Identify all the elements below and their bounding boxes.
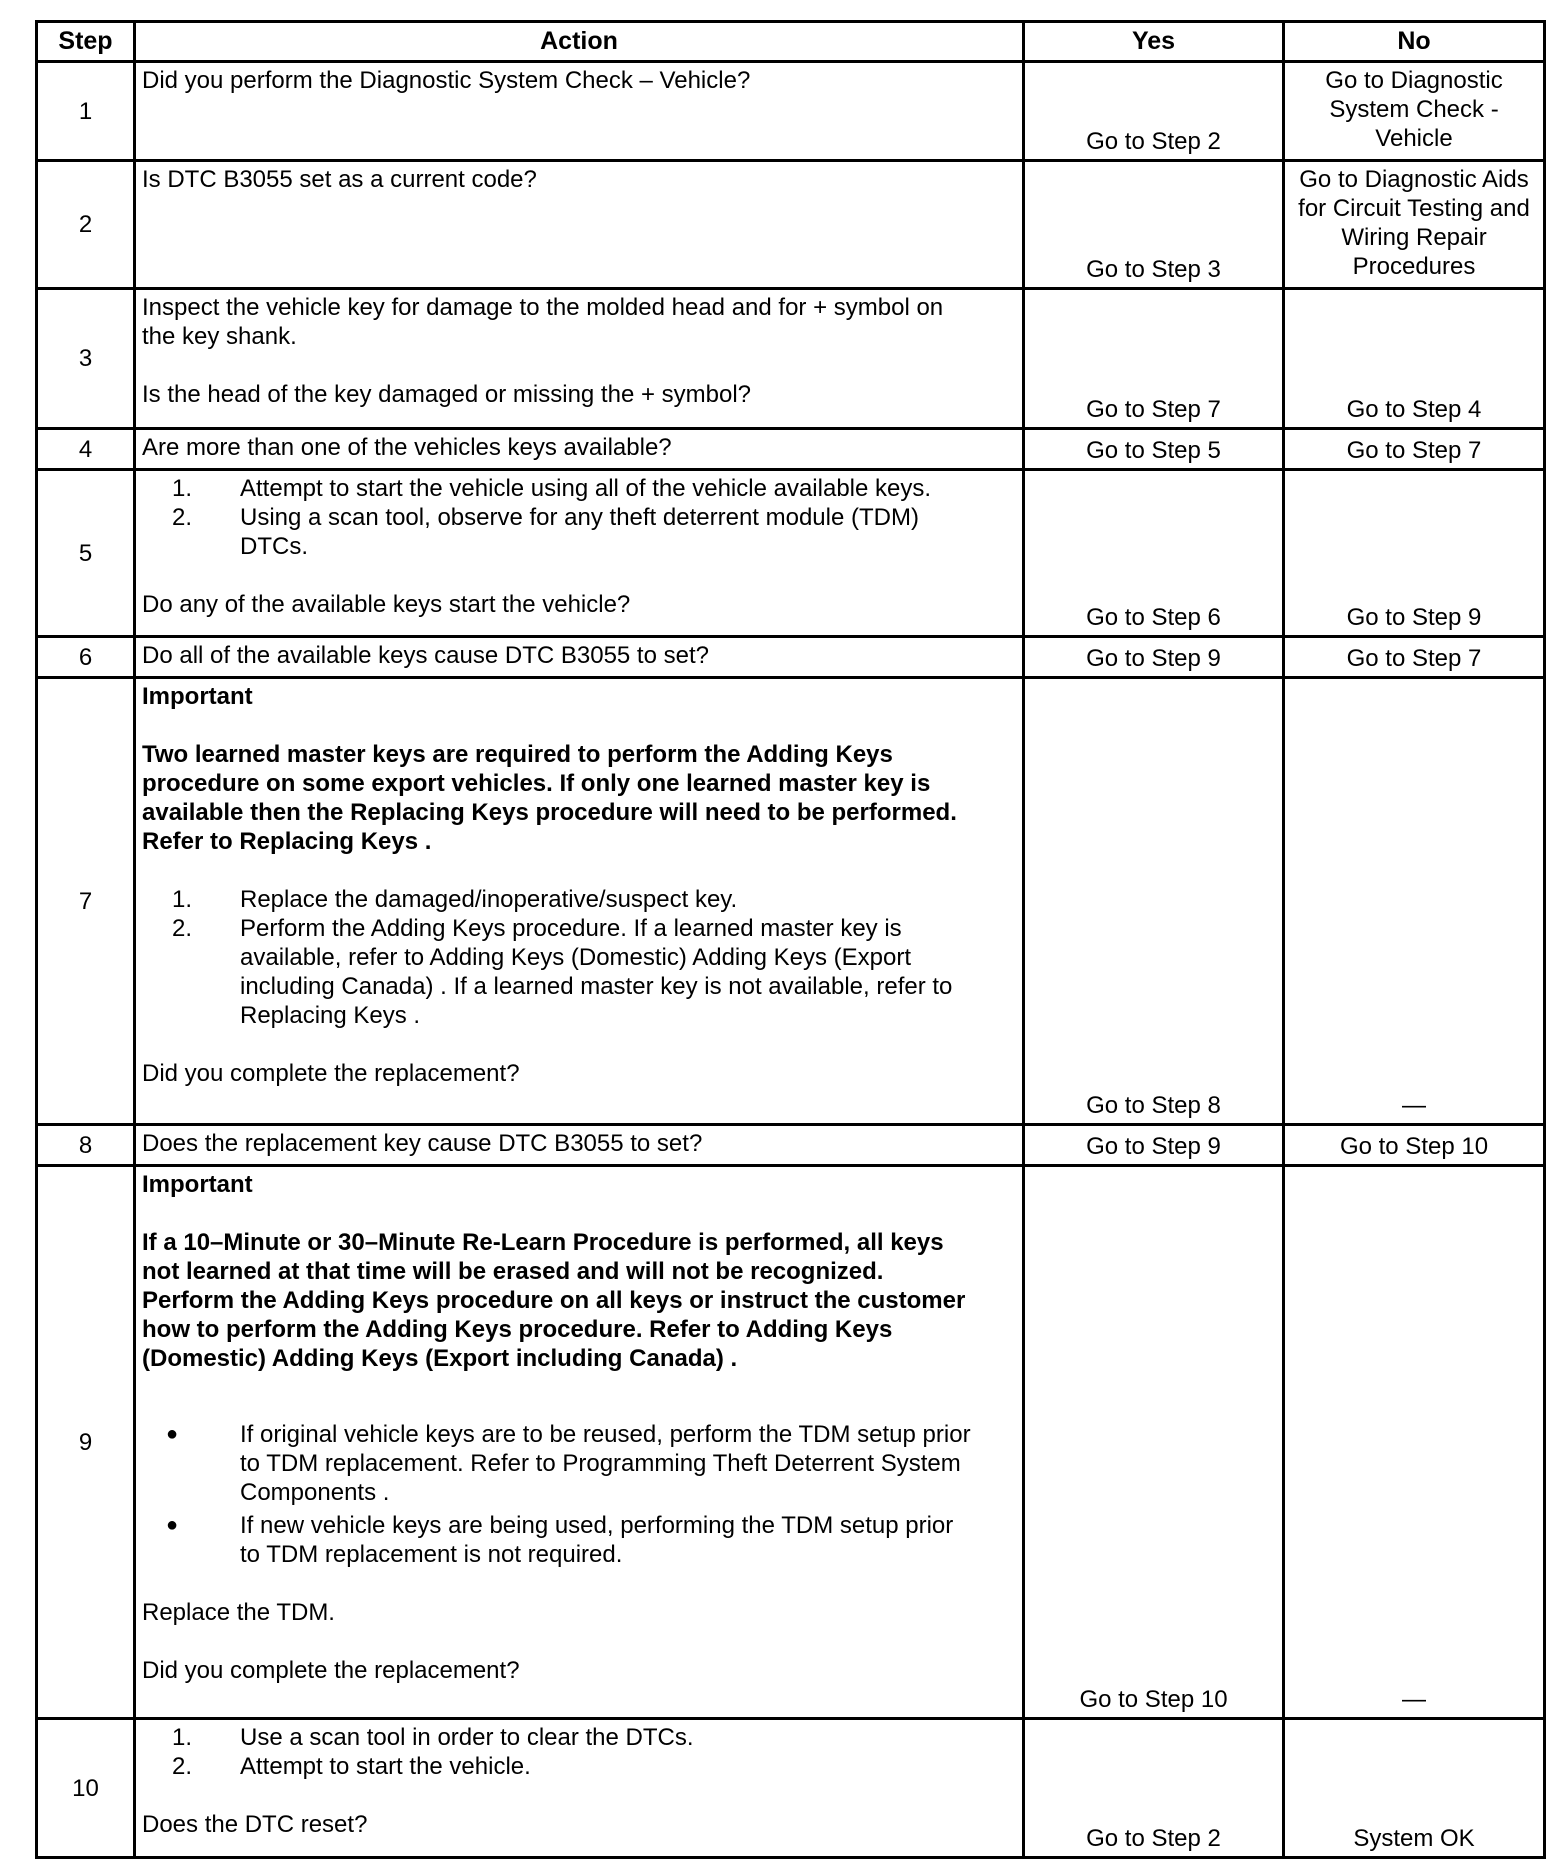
bullet-list — [142, 1420, 1016, 1569]
step-number: 10 — [37, 1719, 135, 1858]
yes-cell: Go to Step 2 — [1024, 62, 1284, 161]
header-no: No — [1284, 22, 1545, 62]
item-line: Using a scan tool, observe for any theft deterrent module (TDM) — [240, 504, 919, 531]
item-line: Replacing Keys . — [240, 1002, 421, 1029]
no-cell: Go to Step 10 — [1284, 1125, 1545, 1166]
action-cell — [135, 1125, 1024, 1166]
numbered-list — [142, 1723, 1016, 1781]
no-cell — [1284, 62, 1545, 161]
list-item — [142, 1420, 1016, 1507]
item-line: to TDM replacement is not required. — [240, 1541, 623, 1568]
table-row — [37, 1125, 1545, 1166]
action-cell — [135, 470, 1024, 637]
no-cell: Go to Step 7 — [1284, 637, 1545, 678]
step-number: 6 — [37, 637, 135, 678]
table-row — [37, 429, 1545, 470]
important-line: procedure on some export vehicles. If only one learned master key is — [142, 770, 931, 797]
question: Did you perform the Diagnostic System Check – Vehicle? — [142, 67, 751, 94]
yes-cell: Go to Step 7 — [1024, 289, 1284, 429]
question: Are more than one of the vehicles keys available? — [142, 434, 672, 461]
important-line: Refer to Replacing Keys . — [142, 828, 432, 855]
action-cell — [135, 429, 1024, 470]
important-line: how to perform the Adding Keys procedure. Refer to Adding Keys — [142, 1316, 893, 1343]
text-line: the key shank. — [142, 323, 297, 350]
table-row — [37, 161, 1545, 289]
important-line: If a 10–Minute or 30–Minute Re-Learn Procedure is performed, all keys — [142, 1229, 944, 1256]
item-line: If new vehicle keys are being used, performing the TDM setup prior — [240, 1512, 954, 1539]
yes-cell: Go to Step 6 — [1024, 470, 1284, 637]
item-line: If original vehicle keys are to be reused, perform the TDM setup prior — [240, 1421, 971, 1448]
no-cell: Go to Step 4 — [1284, 289, 1545, 429]
item-line: to TDM replacement. Refer to Programming Theft Deterrent System — [240, 1450, 961, 1477]
yes-cell: Go to Step 3 — [1024, 161, 1284, 289]
action-cell — [135, 62, 1024, 161]
header-yes: Yes — [1024, 22, 1284, 62]
header-step: Step — [37, 22, 135, 62]
yes-cell: Go to Step 8 — [1024, 678, 1284, 1125]
item-number: 1. — [171, 1724, 192, 1751]
no-cell — [1284, 161, 1545, 289]
item-number: 2. — [171, 915, 192, 942]
item-line: available, refer to Adding Keys (Domestic) Adding Keys (Export — [240, 944, 911, 971]
step-number: 3 — [37, 289, 135, 429]
important-label: Important — [142, 1171, 253, 1198]
yes-cell: Go to Step 9 — [1024, 1125, 1284, 1166]
list-item — [142, 503, 1016, 561]
item-line: including Canada) . If a learned master key is not available, refer to — [240, 973, 953, 1000]
step-number: 5 — [37, 470, 135, 637]
important-line: Perform the Adding Keys procedure on all keys or instruct the customer — [142, 1287, 966, 1314]
list-item — [142, 1752, 1016, 1781]
question: Does the replacement key cause DTC B3055 to set? — [142, 1130, 703, 1157]
action-cell — [135, 1166, 1024, 1719]
no-cell: Go to Step 9 — [1284, 470, 1545, 637]
no-cell: — — [1284, 678, 1545, 1125]
no-line: Procedures — [1352, 253, 1476, 280]
header-row — [37, 22, 1545, 62]
action-cell — [135, 161, 1024, 289]
bullet-icon: ● — [165, 1423, 179, 1445]
item-line: Replace the damaged/inoperative/suspect key. — [240, 886, 738, 913]
numbered-list — [142, 885, 1016, 1030]
question: Does the DTC reset? — [142, 1811, 368, 1838]
item-line: Attempt to start the vehicle using all of the vehicle available keys. — [240, 475, 932, 502]
item-line: Use a scan tool in order to clear the DTCs. — [240, 1724, 694, 1751]
table-row — [37, 678, 1545, 1125]
question: Did you complete the replacement? — [142, 1657, 520, 1684]
step-number: 4 — [37, 429, 135, 470]
table-row — [37, 289, 1545, 429]
item-number: 2. — [171, 1753, 192, 1780]
important-line: not learned at that time will be erased and will not be recognized. — [142, 1258, 884, 1285]
step-number: 2 — [37, 161, 135, 289]
yes-cell: Go to Step 9 — [1024, 637, 1284, 678]
important-line: Two learned master keys are required to perform the Adding Keys — [142, 741, 893, 768]
step-number: 7 — [37, 678, 135, 1125]
question: Did you complete the replacement? — [142, 1060, 520, 1087]
item-number: 1. — [171, 475, 192, 502]
question: Do any of the available keys start the vehicle? — [142, 591, 631, 618]
important-line: (Domestic) Adding Keys (Export including Canada) . — [142, 1345, 738, 1372]
important-line: available then the Replacing Keys procedure will need to be performed. — [142, 799, 957, 826]
step-number: 8 — [37, 1125, 135, 1166]
table-row — [37, 637, 1545, 678]
table-row — [37, 62, 1545, 161]
list-item — [142, 474, 1016, 503]
table-row — [37, 1719, 1545, 1858]
action-cell — [135, 637, 1024, 678]
list-item — [142, 914, 1016, 1030]
question: Is the head of the key damaged or missing the + symbol? — [142, 381, 752, 408]
item-line: DTCs. — [240, 533, 308, 560]
no-cell: System OK — [1284, 1719, 1545, 1858]
no-line: Vehicle — [1375, 125, 1453, 152]
text-line: Inspect the vehicle key for damage to the molded head and for + symbol on — [142, 294, 944, 321]
list-item — [142, 885, 1016, 914]
no-line: System Check - — [1329, 96, 1499, 123]
item-line: Components . — [240, 1479, 390, 1506]
list-item — [142, 1511, 1016, 1569]
question: Do all of the available keys cause DTC B3055 to set? — [142, 642, 709, 669]
no-cell: — — [1284, 1166, 1545, 1719]
instruction: Replace the TDM. — [142, 1599, 335, 1626]
header-action: Action — [135, 22, 1024, 62]
table-row — [37, 470, 1545, 637]
action-cell — [135, 289, 1024, 429]
no-line: Go to Diagnostic — [1325, 67, 1503, 94]
step-number: 9 — [37, 1166, 135, 1719]
diagnostic-table — [35, 20, 1546, 1859]
table-row — [37, 1166, 1545, 1719]
bullet-icon: ● — [165, 1514, 179, 1536]
no-line: for Circuit Testing and — [1298, 195, 1530, 222]
list-item — [142, 1723, 1016, 1752]
step-number: 1 — [37, 62, 135, 161]
item-number: 1. — [171, 886, 192, 913]
yes-cell: Go to Step 10 — [1024, 1166, 1284, 1719]
question: Is DTC B3055 set as a current code? — [142, 166, 537, 193]
numbered-list — [142, 474, 1016, 561]
no-line: Wiring Repair — [1341, 224, 1487, 251]
yes-cell: Go to Step 2 — [1024, 1719, 1284, 1858]
no-cell: Go to Step 7 — [1284, 429, 1545, 470]
action-cell — [135, 1719, 1024, 1858]
no-line: Go to Diagnostic Aids — [1299, 166, 1529, 193]
item-line: Attempt to start the vehicle. — [240, 1753, 531, 1780]
item-line: Perform the Adding Keys procedure. If a learned master key is — [240, 915, 902, 942]
yes-cell: Go to Step 5 — [1024, 429, 1284, 470]
item-number: 2. — [171, 504, 192, 531]
important-label: Important — [142, 683, 253, 710]
action-cell — [135, 678, 1024, 1125]
